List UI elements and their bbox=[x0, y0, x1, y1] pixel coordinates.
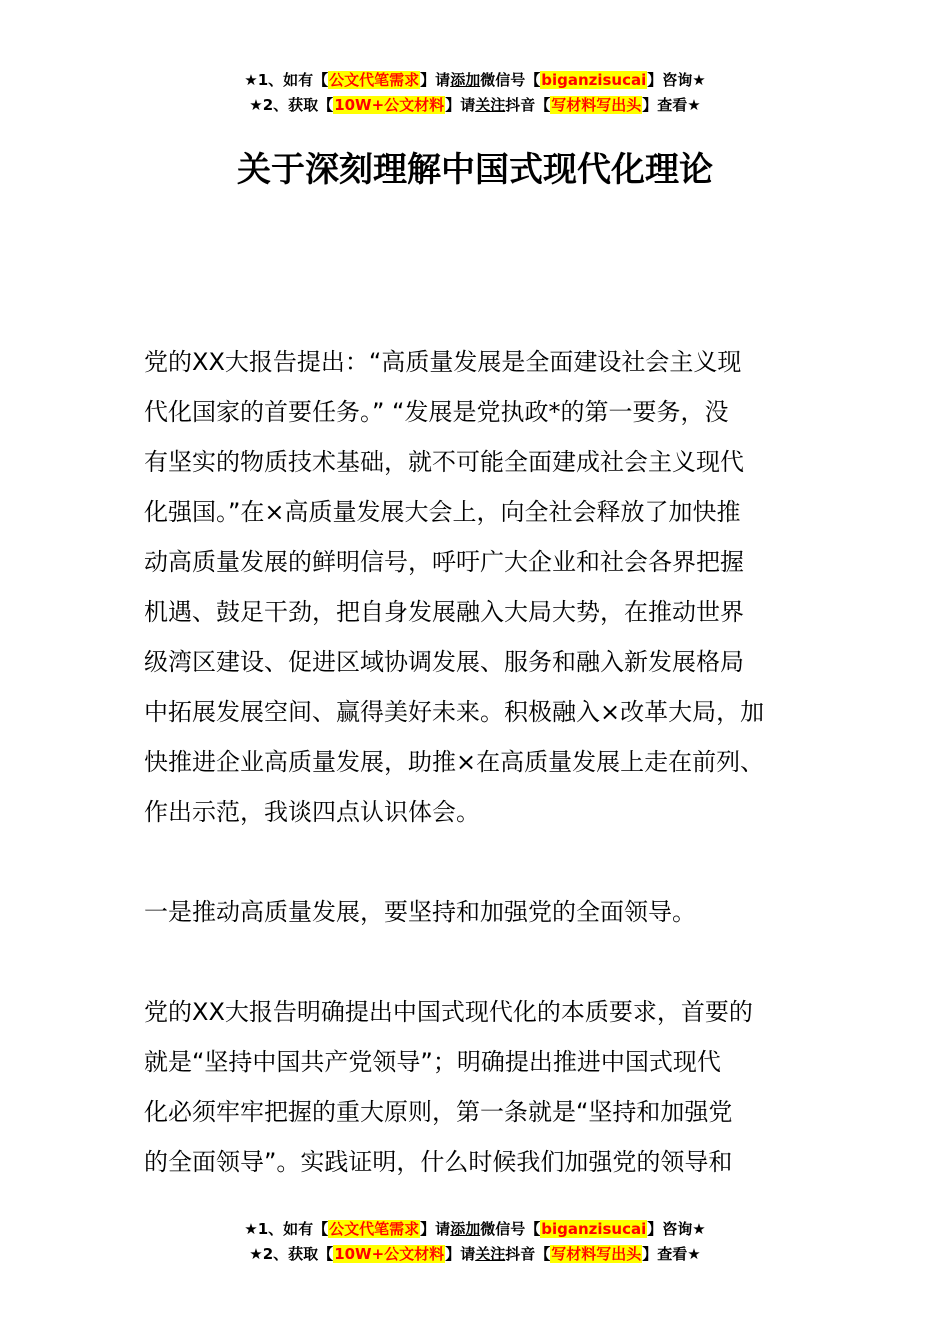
banner-highlight: 公文代笔需求 bbox=[329, 1220, 420, 1238]
banner-text: 抖音【 bbox=[505, 96, 551, 114]
banner-line-1 bbox=[0, 1217, 950, 1242]
section-heading-paragraph bbox=[144, 887, 808, 937]
banner-highlight: 公文代笔需求 bbox=[329, 71, 420, 89]
banner-line-1 bbox=[0, 68, 950, 93]
footer-banner bbox=[0, 1217, 950, 1267]
text-line: 化必须牢牢把握的重大原则，第一条就是“坚持和加强党 bbox=[144, 1098, 733, 1126]
text-line: 代化国家的首要任务。” “发展是党执政*的第一要务，没 bbox=[144, 398, 729, 426]
banner-underlined-text: 添加 bbox=[450, 1220, 481, 1238]
banner-text: 微信号【 bbox=[480, 1220, 541, 1238]
banner-text: 】咨询★ bbox=[647, 71, 706, 89]
text-line: 一是推动高质量发展，要坚持和加强党的全面领导。 bbox=[144, 898, 696, 926]
banner-text: 】请 bbox=[420, 71, 451, 89]
banner-highlight: 10W+公文材料 bbox=[334, 96, 445, 114]
banner-text: 】请 bbox=[445, 96, 476, 114]
text-line: 快推进企业高质量发展，助推×在高质量发展上走在前列、 bbox=[144, 748, 765, 776]
banner-text: 】请 bbox=[445, 1245, 476, 1263]
banner-text: 】咨询★ bbox=[647, 1220, 706, 1238]
banner-text: 微信号【 bbox=[480, 71, 541, 89]
body-paragraph bbox=[144, 987, 808, 1187]
banner-text: ★2、获取【 bbox=[249, 1245, 334, 1263]
banner-text: 】查看★ bbox=[642, 1245, 701, 1263]
document-title: 关于深刻理解中国式现代化理论 bbox=[237, 150, 713, 190]
text-line: 动高质量发展的鲜明信号，呼吁广大企业和社会各界把握 bbox=[144, 548, 744, 576]
banner-highlight: 写材料写出头 bbox=[551, 96, 642, 114]
banner-highlight: biganzisucai bbox=[541, 1220, 647, 1238]
banner-highlight: 10W+公文材料 bbox=[334, 1245, 445, 1263]
banner-text: ★1、如有【 bbox=[244, 1220, 329, 1238]
text-line: 化强国。”在×高质量发展大会上，向全社会释放了加快推 bbox=[144, 498, 741, 526]
banner-highlight: 写材料写出头 bbox=[551, 1245, 642, 1263]
text-line: 党的XX大报告提出：“高质量发展是全面建设社会主义现 bbox=[144, 348, 742, 376]
header-banner bbox=[0, 68, 950, 118]
body-paragraph bbox=[144, 337, 808, 837]
text-line: 的全面领导”。实践证明，什么时候我们加强党的领导和 bbox=[144, 1148, 733, 1176]
text-line: 机遇、鼓足干劲，把自身发展融入大局大势，在推动世界 bbox=[144, 598, 744, 626]
banner-line-2 bbox=[0, 93, 950, 118]
text-line: 就是“坚持中国共产党领导”；明确提出推进中国式现代 bbox=[144, 1048, 721, 1076]
banner-text: 抖音【 bbox=[505, 1245, 551, 1263]
text-line: 党的XX大报告明确提出中国式现代化的本质要求，首要的 bbox=[144, 998, 753, 1026]
banner-text: 】查看★ bbox=[642, 96, 701, 114]
banner-text: ★2、获取【 bbox=[249, 96, 334, 114]
banner-underlined-text: 添加 bbox=[450, 71, 481, 89]
text-line: 有坚实的物质技术基础，就不可能全面建成社会主义现代 bbox=[144, 448, 744, 476]
banner-text: ★1、如有【 bbox=[244, 71, 329, 89]
banner-line-2 bbox=[0, 1242, 950, 1267]
text-line: 中拓展发展空间、赢得美好未来。积极融入×改革大局，加 bbox=[144, 698, 765, 726]
text-line: 作出示范，我谈四点认识体会。 bbox=[144, 798, 480, 826]
banner-underlined-text: 关注 bbox=[475, 96, 506, 114]
banner-underlined-text: 关注 bbox=[475, 1245, 506, 1263]
text-line: 级湾区建设、促进区域协调发展、服务和融入新发展格局 bbox=[144, 648, 744, 676]
banner-text: 】请 bbox=[420, 1220, 451, 1238]
banner-highlight: biganzisucai bbox=[541, 71, 647, 89]
